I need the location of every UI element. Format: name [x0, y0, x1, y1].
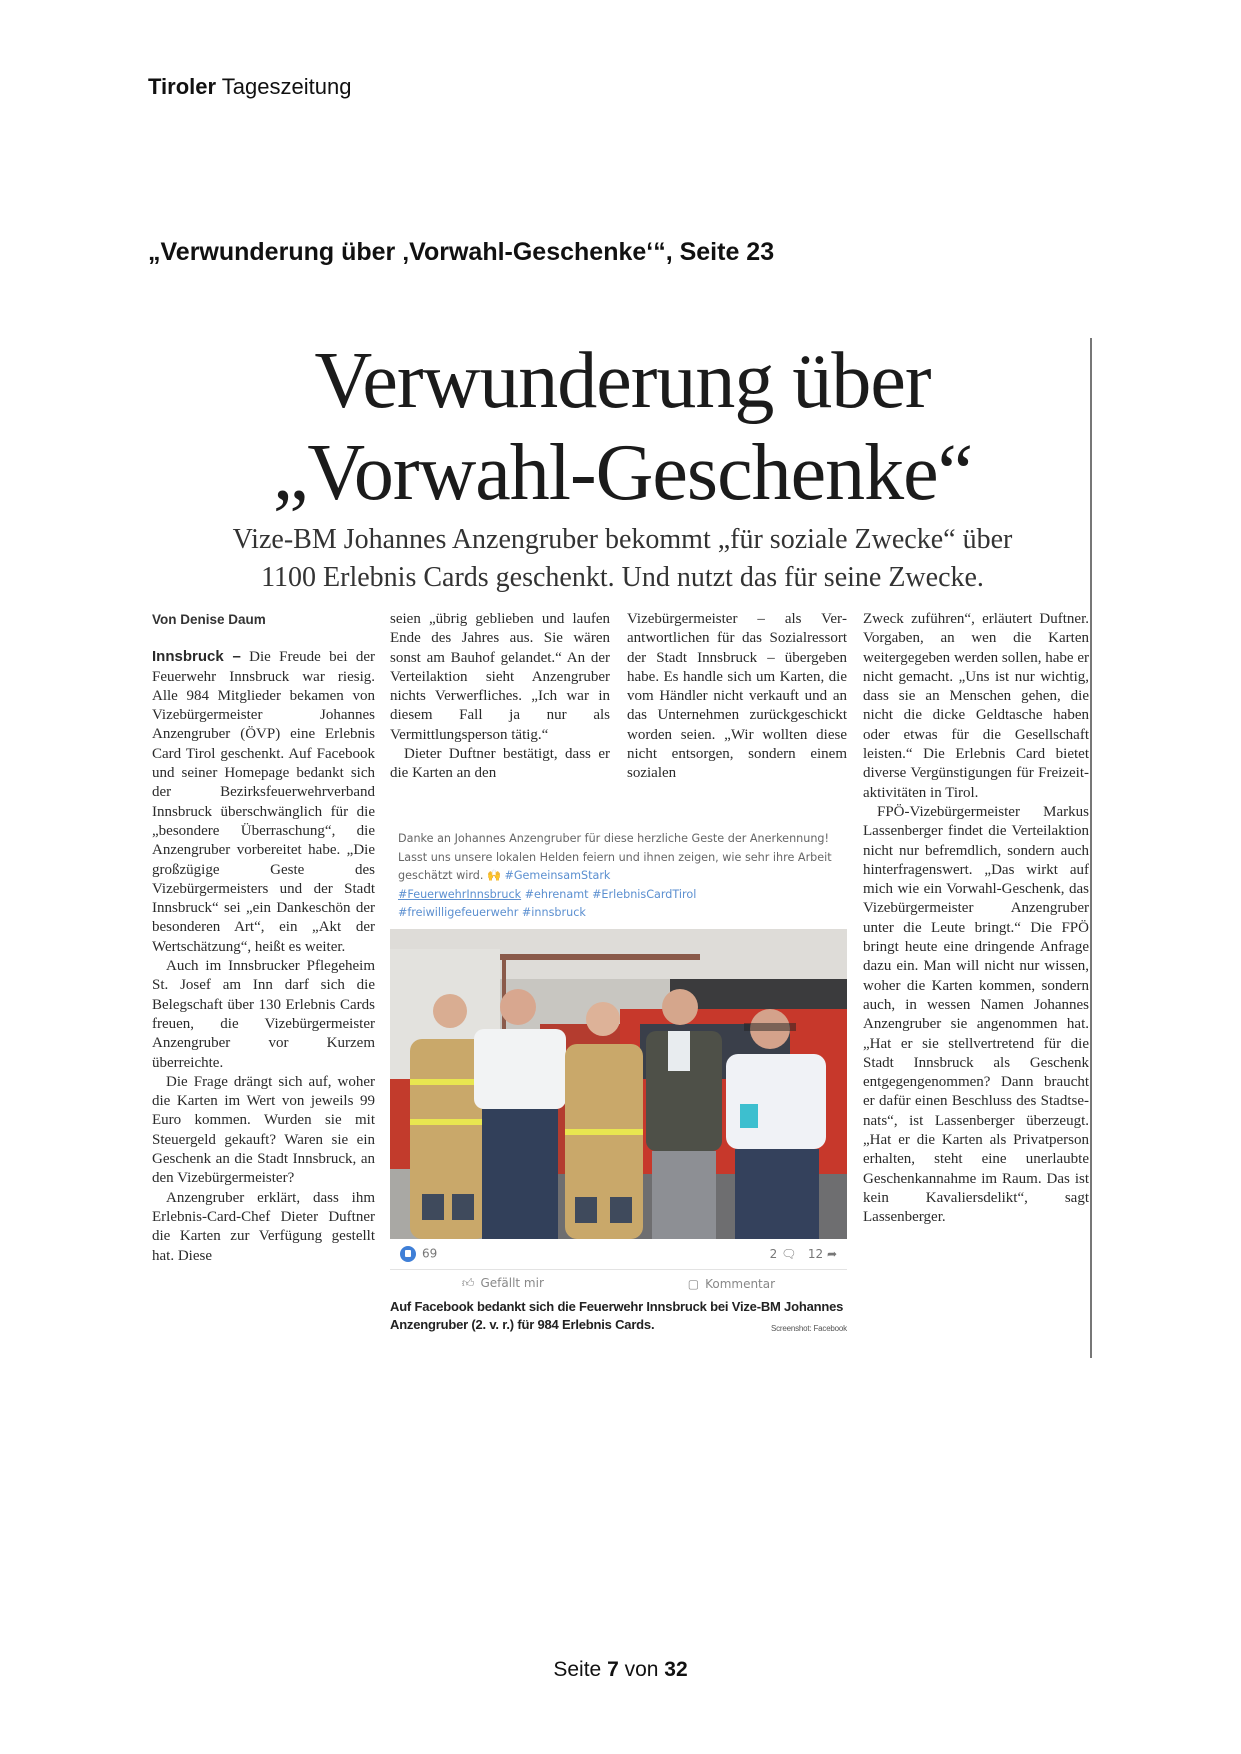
- hashtag[interactable]: #FeuerwehrInnsbruck: [398, 887, 522, 901]
- thumbs-up-icon: 👍︎: [461, 1276, 475, 1290]
- comment-icon: ▢: [687, 1276, 700, 1291]
- article-headline: [150, 335, 1095, 519]
- facebook-post-stats: [390, 1239, 847, 1270]
- publication-name-rest: Tageszeitung: [216, 74, 352, 99]
- raised-hands-emoji: 🙌: [487, 869, 501, 882]
- comment-button-label: Kommentar: [705, 1276, 776, 1291]
- like-button[interactable]: [462, 1276, 544, 1291]
- caption-text: Auf Facebook bedankt sich die Feuerwehr Innsbruck bei Vize-BM Johannes Anzengruber (2. v. r.) für 984 Erlebnis Cards.: [390, 1298, 844, 1332]
- byline: Von Denise Daum: [152, 612, 266, 627]
- publication-header: [148, 74, 351, 100]
- paragraph: Die Frage drängt sich auf, woher die Karten im Wert von jeweils 99 Euro kommen. Wurden sie mit Steuergeld gekauft? Waren sie ein Geschenk an die Stadt Innsbruck, an den Vizebürgermeister?: [152, 1073, 375, 1187]
- facebook-photo: [390, 929, 847, 1239]
- column-divider: [1090, 338, 1092, 1358]
- paragraph: Vizebürgermeister – als Verantwortlichen für das Sozialressort der Stadt Innsbruck – übergeben habe. Es handle sich um Karten, die vom Händler nicht verkauft und an das Unternehmen zurückgeschickt worden seien. „Wir wollten diese nicht entsorgen, sondern einem sozialen: [627, 611, 847, 782]
- share-arrow-icon: ➦: [826, 1246, 837, 1261]
- paragraph: Dieter Duftner bestätigt, dass er die Karten an den: [390, 746, 610, 782]
- paragraph: FPÖ-Vizebürgermeister Markus Lassenberger findet die Verteilaktion nicht nur befremdlich, sondern auch hinterfragenswert. „Das wirkt auf mich wie ein Vorwahl-Geschenk, das Vizebürgermeister Anzengruber unter die Leute bringt.“ Die FPÖ bringt heute eine dringende Anfrage dazu ein. Man will nicht nur wissen, woher die Karten kommen, sondern auch, in wessen Namen Johannes Anzengruber sie angenommen hat. „Hat er sie stellvertretend für die Stadt Innsbruck als Geschenk entgegengenommen? Dann braucht er dafür einen Beschluss des Stadtsenats“, ist Lassenberger überzeugt. „Hat er die Karten als Privatperson erhalten, steht eine unerlaubte Geschenkannahme im Raum. Das ist kein Kavaliersdelikt“, sagt Lassenberger.: [863, 803, 1089, 1226]
- hashtag[interactable]: #innsbruck: [521, 906, 586, 919]
- footer-middle: von: [618, 1658, 665, 1681]
- article-column-2: [390, 610, 610, 784]
- paragraph: [152, 647, 375, 957]
- photo-caption: [390, 1298, 847, 1334]
- subhead-line-2: 1100 Erlebnis Cards geschenkt. Und nutzt das für seine Zwecke.: [261, 562, 984, 593]
- like-button-label: Gefällt mir: [480, 1276, 544, 1290]
- hashtag[interactable]: #GemeinsamStark: [504, 869, 611, 882]
- hashtag[interactable]: #ehrenamt: [524, 887, 589, 901]
- facebook-post-text: [390, 830, 847, 923]
- like-reaction-icon: [400, 1246, 416, 1262]
- paragraph: seien „übrig geblieben und laufen Ende des Jahres aus. Sie wären sonst am Bauhof gelandet.“ An der Verteilaktion sieht Anzengruber nichts Verwerfliches. „Ich war in diesem Fall ja nur als Vermittlungsperson tätig.“: [390, 611, 610, 743]
- photo-credit: Screenshot: Facebook: [770, 1323, 847, 1333]
- page-footer: [0, 1658, 1241, 1682]
- group-photo-illustration: [390, 929, 847, 1239]
- dateline: Innsbruck –: [152, 648, 241, 666]
- likes-count: 69: [422, 1246, 438, 1260]
- current-page-number: 7: [607, 1658, 619, 1681]
- headline-line-2: „Vorwahl-Geschenke“: [272, 429, 973, 517]
- headline-line-1: Verwunderung über: [314, 337, 931, 425]
- hashtag[interactable]: #ErlebnisCardTirol: [592, 887, 697, 901]
- subhead-line-1: Vize-BM Johannes Anzengruber bekommt „für soziale Zwecke“ über: [232, 524, 1013, 555]
- facebook-post-actions: [390, 1270, 847, 1298]
- newspaper-clipping: [150, 335, 1095, 1365]
- paragraph: Auch im Innsbrucker Pflegeheim St. Josef am Inn darf sich die Belegschaft über 130 Erlebnis Cards freuen, die Vizebürgermeister Anzengruber vor Kurzem überreichte.: [152, 958, 375, 1071]
- engagement-counts: [770, 1247, 837, 1261]
- article-subhead: [150, 521, 1095, 597]
- post-body: Danke an Johannes Anzengruber für diese herzliche Geste der Anerkennung! Lasst uns unsere lokalen Helden feiern und ihnen zeigen, wie sehr ihre Arbeit geschätzt wird.: [398, 832, 832, 882]
- comments-count[interactable]: 2: [769, 1246, 778, 1261]
- paragraph: Anzengruber erklärt, dass ihm Erlebnis-Card-Chef Dieter Duftner die Karten zur Verfügung gestellt hat. Diese: [152, 1189, 375, 1264]
- clip-title: „Verwunderung über ‚Vorwahl-Geschenke‘“, Seite 23: [148, 238, 775, 266]
- paragraph-text: Die Freude bei der Feuerwehr Innsbruck war riesig. Alle 984 Mitglieder bekamen von Vizebürgermeister Johannes Anzengruber (ÖVP) eine Erlebnis Card Tirol geschenkt. Auf Facebook und seiner Homepage bedankt sich der Bezirksfeuerwehrverband Innsbruck überschwänglich für die „besondere Überraschung“, die Anzengruber vorbereitet habe. „Die großzügige Geste des Vizebürgermeisters und der Stadt Innsbruck“ sei „ein Dankeschön der besonderen Art“, ein „Akt der Wertschätzung“, heißt es weiter.: [152, 649, 375, 955]
- comment-button[interactable]: [688, 1277, 775, 1291]
- footer-prefix: Seite: [553, 1658, 608, 1681]
- publication-name-bold: Tiroler: [148, 74, 217, 99]
- article-column-3: [627, 610, 847, 784]
- comment-bubble-icon: 🗨: [781, 1246, 797, 1261]
- likes-count-area[interactable]: [400, 1246, 437, 1262]
- hashtag[interactable]: #freiwilligefeuerwehr: [398, 906, 519, 919]
- total-page-count: 32: [664, 1658, 688, 1681]
- article-column-4: [863, 610, 1089, 1228]
- shares-count[interactable]: 12: [807, 1246, 824, 1261]
- facebook-post-screenshot: [390, 830, 847, 1338]
- paragraph: Zweck zuführen“, erläutert Duftner. Vorgaben, an wen die Karten weitergegeben werden sollen, habe er nicht gemacht. „Uns ist nur wichtig, dass sie an Menschen gehen, die nicht die dicke Geldtasche haben oder etwas für die Gesellschaft leisten.“ Die Erlebnis Card bietet diverse Vergünstigungen für Freizeitaktivitäten in Tirol.: [863, 611, 1089, 801]
- article-column-1: [152, 610, 375, 1266]
